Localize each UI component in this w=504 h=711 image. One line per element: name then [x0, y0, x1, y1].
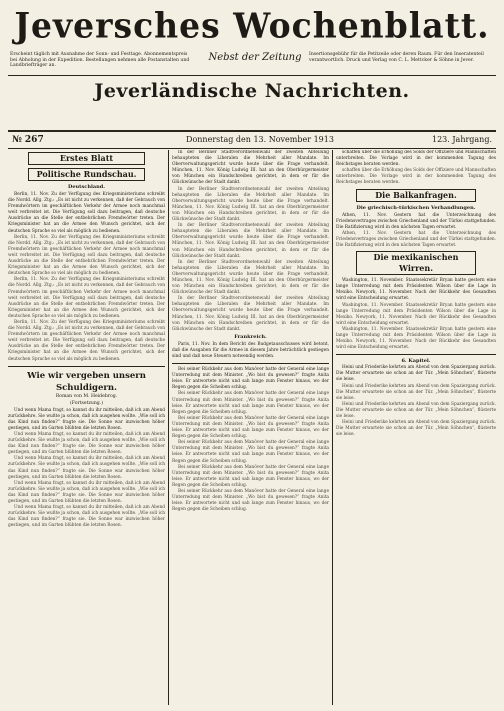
- divider: [336, 354, 496, 355]
- subheader: [10, 52, 494, 74]
- article-text: Berlin, 11. Nov. Zu der Verfügung des Kriegsministeriums schreibt die Nordd. Allg. Ztg.: „Es ist nicht zu verkennen, daß der Gebrauch von Fremdwörtern im geschäftlichen Verkehr der Armee noch manchmal weit verbreitet ist. Die Verfügung soll dazu beitragen, daß deutsche Ausdrücke an die Stelle der entbehrlichen Fremdwörter treten. Der Kriegsminister hat an die Armee den Wunsch gerichtet, sich der deutschen Sprache so viel als möglich zu bedienen.: [8, 277, 165, 319]
- article-text: Berlin, 11. Nov. Zu der Verfügung des Kriegsministeriums schreibt die Nordd. Allg. Ztg.: „Es ist nicht zu verkennen, daß der Gebrauch von Fremdwörtern im geschäftlichen Verkehr der Armee noch manchmal weit verbreitet ist. Die Verfügung soll dazu beitragen, daß deutsche Ausdrücke an die Stelle der entbehrlichen Fremdwörter treten. Der Kriegsminister hat an die Armee den Wunsch gerichtet, sich der deutschen Sprache so viel als möglich zu bedienen.: [8, 234, 165, 277]
- feuilleton-author: Roman von M. Heidebrog.: [55, 393, 118, 399]
- column-rule: [168, 150, 169, 705]
- article-text: In der Berliner Stadtverordnetenwahl der zweiten Abteilung behaupteten die Liberalen die Mehrheit aller Mandate. Im Oberverwaltungsgericht wurde heute über die Frage verhandelt. München, 11. Nov. König Ludwig III. hat an den Oberbürgermeister von München ein Handschreiben gerichtet, in dem er für die Glückwünsche der Stadt dankt.: [172, 186, 329, 223]
- feuilleton-text: Bei seiner Rückkehr aus dem Manöver hatte der General eine lange Unterredung mit dem Minister. „Wo bist du gewesen?“ fragte Anita leise. Er antwortete nicht und sah lange zum Fenster hinaus, wo der Regen gegen die Scheiben schlug.: [172, 464, 329, 488]
- feuilleton-title: Wie wir vergeben unsern Schuldigern.: [27, 370, 146, 393]
- feuilleton-note: (Fortsetzung.): [70, 400, 103, 406]
- feuilleton-text: Bei seiner Rückkehr aus dem Manöver hatte der General eine lange Unterredung mit dem Minister. „Wo bist du gewesen?“ fragte Anita leise. Er antwortete nicht und sah lange zum Fenster hinaus, wo der Regen gegen die Scheiben schlug.: [172, 440, 329, 464]
- column-3: [336, 150, 496, 705]
- section-mexiko-heading: Die mexikanischen Wirren.: [356, 251, 476, 275]
- subheader-middle: Nebst der Zeitung: [208, 52, 302, 63]
- feuilleton-text: Bei seiner Rückkehr aus dem Manöver hatte der General eine lange Unterredung mit dem Minister. „Wo bist du gewesen?“ fragte Anita leise. Er antwortete nicht und sah lange zum Fenster hinaus, wo der Regen gegen die Scheiben schlug.: [172, 367, 329, 391]
- article-text: In der Berliner Stadtverordnetenwahl der zweiten Abteilung behaupteten die Liberalen die Mehrheit aller Mandate. Im Oberverwaltungsgericht wurde heute über die Frage verhandelt. München, 11. Nov. König Ludwig III. hat an den Oberbürgermeister von München ein Handschreiben gerichtet, in dem er für die Glückwünsche der Stadt dankt.: [172, 150, 329, 186]
- feuilleton-text: Und wenn Mama fragt, so kannst du ihr mitteilen, daß ich am Abend zurückkehre. Sie wußte ja schon, daß ich ausgehen wollte. „Wie soll ich das Kind nun finden?“ fragte sie. Die Sonne war inzwischen höher gestiegen, und im Garten blühten die letzten Rosen.: [8, 432, 165, 456]
- feuilleton-text: Heini und Friederike kehrten am Abend von dem Spaziergang zurück. Die Mutter erwartete sie schon an der Tür. „Mein Söhnchen“, flüsterte sie leise.: [336, 420, 496, 438]
- subheader-left: Erscheint täglich mit Ausnahme der Sonn- und Festtage. Abonnementspreis bei Abholung in der Expedition. Bestellungen nehmen alle Postanstalten und Landbriefträger an.: [10, 52, 190, 68]
- subtitle: Jeverländische Nachrichten.: [94, 80, 410, 102]
- article-text: In der Berliner Stadtverordnetenwahl der zweiten Abteilung behaupteten die Liberalen die Mehrheit aller Mandate. Im Oberverwaltungsgericht wurde heute über die Frage verhandelt. München, 11. Nov. König Ludwig III. hat an den Oberbürgermeister von München ein Handschreiben gerichtet, in dem er für die Glückwünsche der Stadt dankt.: [172, 223, 329, 259]
- article-text: Washington, 11. November. Staatssekretär Bryan hatte gestern eine lange Unterredung mit dem Präsidenten Wilson über die Lage in Mexiko. Newyork, 11. November. Nach der Rückkehr des Gesandten wird eine Entscheidung erwartet.: [336, 302, 496, 326]
- section-erstes-blatt: Erstes Blatt: [28, 152, 145, 165]
- feuilleton-text: Heini und Friederike kehrten am Abend von dem Spaziergang zurück. Die Mutter erwartete sie schon an der Tür. „Mein Söhnchen“, flüsterte sie leise.: [336, 383, 496, 401]
- article-text: schaffen über die Erhöhung des Solds der Offiziere und Mannschaften unterbreiten. Die Vorlage wird in der kommenden Tagung des Reichstages beraten werden.: [336, 168, 496, 186]
- subsection-heading: Die griechisch-türkischen Verhandlungen.: [356, 204, 476, 211]
- chapter-heading: 6. Kapitel.: [401, 358, 431, 365]
- article-text: Washington, 11. November. Staatssekretär Bryan hatte gestern eine lange Unterredung mit dem Präsidenten Wilson über die Lage in Mexiko. Newyork, 11. November. Nach der Rückkehr des Gesandten wird eine Entscheidung erwartet.: [336, 278, 496, 302]
- article-text: Athen, 11. Nov. Gestern hat die Unterzeichnung des Friedensvertrages zwischen Griechenland und der Türkei stattgefunden. Die Ratifizierung wird in den nächsten Tagen erwartet.: [336, 212, 496, 230]
- country-heading: Frankreich.: [234, 333, 267, 340]
- column-1: [8, 150, 165, 705]
- feuilleton-text: Und wenn Mama fragt, so kannst du ihr mitteilen, daß ich am Abend zurückkehre. Sie wußte ja schon, daß ich ausgehen wollte. „Wie soll ich das Kind nun finden?“ fragte sie. Die Sonne war inzwischen höher gestiegen, und im Garten blühten die letzten Rosen.: [8, 480, 165, 505]
- volume-number: 123. Jahrgang.: [431, 135, 492, 144]
- divider: [8, 130, 496, 132]
- divider: [172, 363, 329, 364]
- feuilleton-text: Heini und Friederike kehrten am Abend von dem Spaziergang zurück. Die Mutter erwartete sie schon an der Tür. „Mein Söhnchen“, flüsterte sie leise.: [336, 401, 496, 419]
- issue-number: № 267: [12, 135, 44, 145]
- divider: [8, 75, 496, 76]
- feuilleton-text: Und wenn Mama fragt, so kannst du ihr mitteilen, daß ich am Abend zurückkehre. Sie wußte ja schon, daß ich ausgehen wollte. „Wie soll ich das Kind nun finden?“ fragte sie. Die Sonne war inzwischen höher gestiegen, und im Garten blühten die letzten Rosen.: [8, 456, 165, 480]
- subheader-right: Insertionsgebühr für die Petitzeile oder deren Raum. Für den Inseratenteil verantwortlich. Druck und Verlag von C. L. Mettcker & Söhne in Jever.: [309, 52, 484, 63]
- issue-date: Donnerstag den 13. November 1913: [186, 135, 334, 144]
- article-text: Washington, 11. November. Staatssekretär Bryan hatte gestern eine lange Unterredung mit dem Präsidenten Wilson über die Lage in Mexiko. Newyork, 11. November. Nach der Rückkehr des Gesandten wird eine Entscheidung erwartet.: [336, 326, 496, 351]
- article-text: Athen, 11. Nov. Gestern hat die Unterzeichnung des Friedensvertrages zwischen Griechenland und der Türkei stattgefunden. Die Ratifizierung wird in den nächsten Tagen erwartet.: [336, 230, 496, 249]
- feuilleton-text: Bei seiner Rückkehr aus dem Manöver hatte der General eine lange Unterredung mit dem Minister. „Wo bist du gewesen?“ fragte Anita leise. Er antwortete nicht und sah lange zum Fenster hinaus, wo der Regen gegen die Scheiben schlug.: [172, 415, 329, 440]
- article-text: Berlin, 11. Nov. Zu der Verfügung des Kriegsministeriums schreibt die Nordd. Allg. Ztg.: „Es ist nicht zu verkennen, daß der Gebrauch von Fremdwörtern im geschäftlichen Verkehr der Armee noch manchmal weit verbreitet ist. Die Verfügung soll dazu beitragen, daß deutsche Ausdrücke an die Stelle der entbehrlichen Fremdwörter treten. Der Kriegsminister hat an die Armee den Wunsch gerichtet, sich der deutschen Sprache so viel als möglich zu bedienen.: [8, 319, 165, 362]
- article-text: In der Berliner Stadtverordnetenwahl der zweiten Abteilung behaupteten die Liberalen die Mehrheit aller Mandate. Im Oberverwaltungsgericht wurde heute über die Frage verhandelt. München, 11. Nov. König Ludwig III. hat an den Oberbürgermeister von München ein Handschreiben gerichtet, in dem er für die Glückwünsche der Stadt dankt.: [172, 296, 329, 332]
- feuilleton-text: Und wenn Mama fragt, so kannst du ihr mitteilen, daß ich am Abend zurückkehre. Sie wußte ja schon, daß ich ausgehen wollte. „Wie soll ich das Kind nun finden?“ fragte sie. Die Sonne war inzwischen höher gestiegen, und im Garten blühten die letzten Rosen.: [8, 505, 165, 529]
- country-heading: Deutschland.: [68, 184, 105, 190]
- feuilleton-text: Und wenn Mama fragt, so kannst du ihr mitteilen, daß ich am Abend zurückkehre. Sie wußte ja schon, daß ich ausgehen wollte. „Wie soll ich das Kind nun finden?“ fragte sie. Die Sonne war inzwischen höher gestiegen, und im Garten blühten die letzten Rosen.: [8, 407, 165, 431]
- section-balkan-heading: Die Balkanfragen.: [356, 189, 476, 202]
- article-text: Berlin, 11. Nov. Zu der Verfügung des Kriegsministeriums schreibt die Nordd. Allg. Ztg.: „Es ist nicht zu verkennen, daß der Gebrauch von Fremdwörtern im geschäftlichen Verkehr der Armee noch manchmal weit verbreitet ist. Die Verfügung soll dazu beitragen, daß deutsche Ausdrücke an die Stelle der entbehrlichen Fremdwörter treten. Der Kriegsminister hat an die Armee den Wunsch gerichtet, sich der deutschen Sprache so viel als möglich zu bedienen.: [8, 192, 165, 234]
- masthead-title: Jeversches Wochenblatt.: [14, 5, 490, 46]
- feuilleton-text: Bei seiner Rückkehr aus dem Manöver hatte der General eine lange Unterredung mit dem Minister. „Wo bist du gewesen?“ fragte Anita leise. Er antwortete nicht und sah lange zum Fenster hinaus, wo der Regen gegen die Scheiben schlug.: [172, 488, 329, 513]
- column-2: [172, 150, 329, 705]
- feuilleton-text: Bei seiner Rückkehr aus dem Manöver hatte der General eine lange Unterredung mit dem Minister. „Wo bist du gewesen?“ fragte Anita leise. Er antwortete nicht und sah lange zum Fenster hinaus, wo der Regen gegen die Scheiben schlug.: [172, 391, 329, 415]
- divider: [8, 148, 496, 149]
- article-text: schaffen über die Erhöhung des Solds der Offiziere und Mannschaften unterbreiten. Die Vorlage wird in der kommenden Tagung des Reichstages beraten werden.: [336, 150, 496, 168]
- column-rule: [332, 150, 333, 705]
- feuilleton-text: Heini und Friederike kehrten am Abend von dem Spaziergang zurück. Die Mutter erwartete sie schon an der Tür. „Mein Söhnchen“, flüsterte sie leise.: [336, 365, 496, 383]
- dateline: [8, 133, 496, 147]
- divider: [8, 366, 165, 367]
- article-text: Paris, 11. Nov. In dem Bericht des Budgetausschusses wird betont, daß die Ausgaben für die Armee in diesem Jahre beträchtlich gestiegen sind und daß neue Steuern notwendig werden.: [172, 341, 329, 359]
- article-text: In der Berliner Stadtverordnetenwahl der zweiten Abteilung behaupteten die Liberalen die Mehrheit aller Mandate. Im Oberverwaltungsgericht wurde heute über die Frage verhandelt. München, 11. Nov. König Ludwig III. hat an den Oberbürgermeister von München ein Handschreiben gerichtet, in dem er für die Glückwünsche der Stadt dankt.: [172, 259, 329, 296]
- section-politik-heading: Politische Rundschau.: [28, 168, 145, 181]
